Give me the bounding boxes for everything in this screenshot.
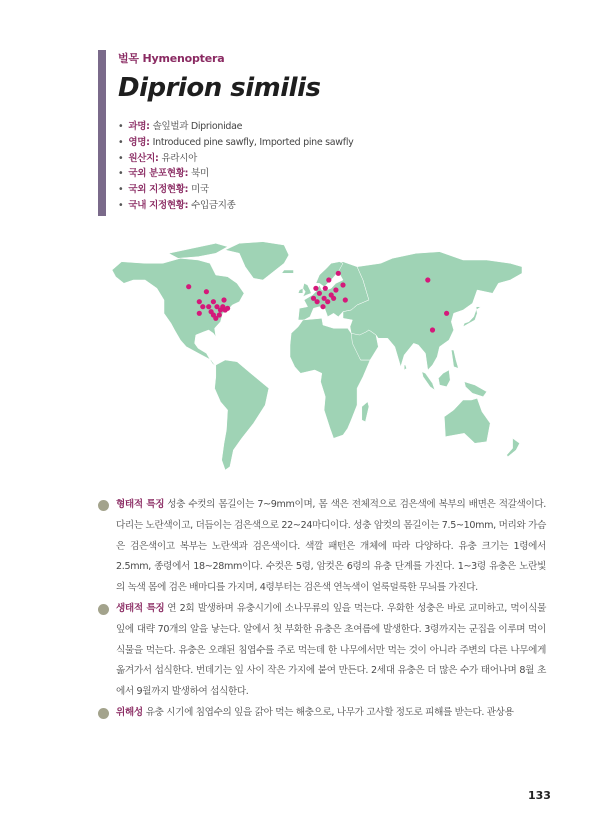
order-korean: 벌목 — [118, 52, 139, 65]
occurrence-marker-23 — [317, 291, 322, 296]
circle-bullet-icon — [98, 708, 109, 719]
occurrence-marker-5 — [200, 304, 205, 309]
occurrence-marker-17 — [336, 271, 341, 276]
landmass-new-zealand — [507, 438, 520, 456]
bullet-icon: • — [118, 199, 124, 211]
bullet-icon: • — [118, 168, 124, 180]
paragraph-label: 위해성 — [116, 706, 143, 718]
info-colon: : — [146, 136, 153, 148]
info-item — [118, 151, 354, 167]
landmass-indonesia-sumatra — [422, 372, 435, 390]
occurrence-marker-22 — [333, 287, 338, 292]
occurrence-marker-15 — [197, 311, 202, 316]
circle-bullet-icon — [98, 500, 109, 511]
info-value: 유라시아 — [161, 152, 197, 164]
info-label: 국외 분포현황 — [128, 168, 185, 180]
bullet-icon: • — [118, 136, 124, 148]
occurrence-marker-20 — [313, 286, 318, 291]
bullet-icon: • — [118, 152, 124, 164]
occurrence-marker-21 — [323, 286, 328, 291]
info-colon: : — [184, 199, 192, 211]
paragraph-label: 형태적 특징 — [116, 499, 165, 510]
info-colon: : — [154, 152, 162, 164]
occurrence-marker-3 — [197, 299, 202, 304]
landmass-ireland — [298, 288, 303, 293]
occurrence-marker-33 — [444, 311, 449, 316]
info-value: 북미 — [191, 168, 209, 180]
landmass-iceland — [282, 270, 294, 273]
paragraph-text: 성충 수컷의 몸길이는 7~9mm이며, 몸 색은 전체적으로 검은색에 복부의 배면은 적갈색이다. 다리는 노란색이고, 더듬이는 검은색으로 22~24마디이다. 성충 암컷의 몸길이는 7.5~10mm, 머리와 가슴은 검은색이고 복부는 노란색과 검은색이다. 색깔 패턴은 개체에 따라 다양하다. 유충 크기는 1령에서 2.5mm, 종령에서 18~28mm이다. 수컷은 5령, 암컷은 6령의 유충 단계를 가진다. 1~3령 유충은 노란빛의 녹색 몸에 검은 배마디를 가지며, 4령부터는 검은색 연녹색이 얼룩덜룩한 무늬를 가진다. — [116, 499, 547, 594]
info-item — [118, 182, 354, 198]
occurrence-marker-18 — [326, 277, 331, 282]
species-info-list — [118, 119, 354, 214]
distribution-map — [98, 240, 522, 480]
landmass-new-guinea — [464, 382, 486, 397]
occurrence-marker-4 — [211, 299, 216, 304]
occurrence-marker-19 — [340, 282, 345, 287]
landmass-japan — [463, 307, 481, 327]
info-item — [118, 166, 354, 182]
landmass-south-america — [215, 360, 269, 470]
info-value: 수입금지종 — [191, 199, 236, 211]
paragraph-label: 생태적 특징 — [116, 602, 165, 614]
bullet-icon: • — [118, 184, 124, 196]
world-map-svg — [98, 240, 522, 480]
paragraph-morphology — [98, 495, 546, 599]
info-value: Introduced pine sawfly, Imported pine sawfly — [152, 136, 354, 148]
landmass-australia — [444, 398, 490, 443]
land-layer — [112, 242, 522, 470]
landmass-north-america — [112, 258, 244, 366]
description-section — [98, 495, 546, 724]
landmass-arctic-islands — [169, 243, 228, 258]
order-label — [118, 50, 224, 66]
bullet-icon: • — [118, 121, 124, 132]
info-colon: : — [146, 121, 153, 132]
occurrence-marker-6 — [206, 304, 211, 309]
occurrence-marker-2 — [221, 297, 226, 302]
occurrence-marker-30 — [320, 304, 325, 309]
occurrence-marker-34 — [430, 327, 435, 332]
occurrence-marker-1 — [204, 289, 209, 294]
info-label: 과명 — [128, 121, 147, 132]
landmass-sri-lanka — [404, 365, 406, 370]
info-colon: : — [184, 168, 192, 180]
info-item — [118, 198, 354, 214]
circle-bullet-icon — [98, 604, 109, 615]
occurrence-marker-12 — [225, 306, 230, 311]
occurrence-marker-16 — [213, 316, 218, 321]
landmass-philippines — [451, 350, 458, 368]
landmass-madagascar — [362, 402, 369, 422]
paragraph-ecology — [98, 599, 546, 703]
occurrence-marker-29 — [325, 299, 330, 304]
info-colon: : — [184, 184, 192, 196]
info-label: 원산지 — [128, 152, 155, 164]
occurrence-marker-27 — [331, 296, 336, 301]
occurrence-marker-10 — [218, 307, 223, 312]
species-title: Diprion similis — [118, 73, 321, 103]
paragraph-text: 연 2회 발생하며 유충시기에 소나무류의 잎을 먹는다. 우화한 성충은 바로 교미하고, 먹이식물 잎에 대략 70개의 알을 낳는다. 알에서 첫 부화한 유충은 초여름에 발생한다. 3령까지는 군집을 이루며 먹이식물을 먹는다. 유충은 오래된 침엽수를 주로 먹는데 한 나무에서만 먹는 것이 아니라 주변의 다른 나무에게 옮겨가서 섭식한다. 번데기는 잎 사이 작은 가지에 붙여 만든다. 2세대 유충은 더 많은 수가 태어나며 8월 초에서 9월까지 발생하여 섭식한다. — [116, 602, 546, 698]
info-label: 국외 지정현황 — [128, 184, 185, 196]
header-accent-bar — [98, 50, 106, 216]
occurrence-marker-32 — [425, 277, 430, 282]
info-label: 국내 지정현황 — [128, 199, 185, 211]
landmass-greenland — [225, 242, 289, 280]
page-number: 133 — [528, 789, 551, 802]
info-value: 미국 — [191, 184, 209, 196]
landmass-uk — [303, 283, 311, 296]
order-latin: Hymenoptera — [142, 52, 225, 65]
info-item — [118, 119, 354, 135]
info-label: 영명 — [128, 136, 147, 148]
occurrence-marker-31 — [343, 297, 348, 302]
info-item — [118, 135, 354, 151]
occurrence-marker-0 — [186, 284, 191, 289]
info-value: 솔잎벌과 Diprionidae — [152, 121, 243, 132]
paragraph-risk — [98, 703, 546, 724]
paragraph-text: 유충 시기에 침엽수의 잎을 갉아 먹는 해충으로, 나무가 고사할 정도로 피해를 받는다. 관상용 — [145, 706, 514, 718]
occurrence-marker-28 — [315, 299, 320, 304]
landmass-indonesia-borneo — [438, 370, 450, 387]
